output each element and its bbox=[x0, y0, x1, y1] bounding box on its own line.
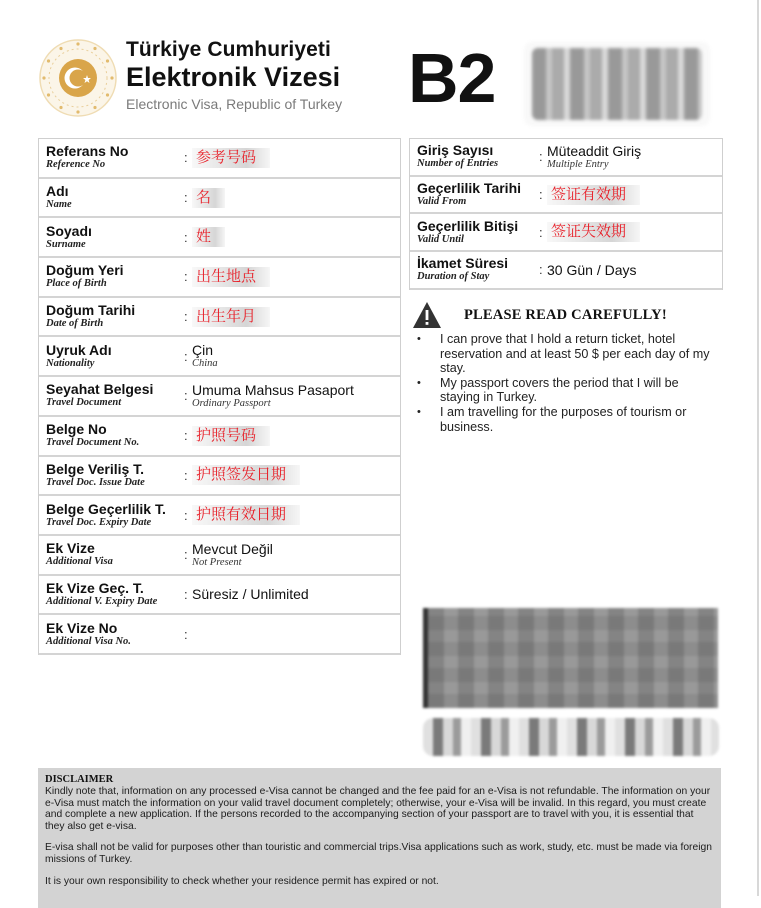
label-turkish: Belge Geçerlilik T. bbox=[46, 500, 166, 517]
label-english: Travel Document bbox=[46, 397, 122, 409]
info-row bbox=[39, 496, 400, 536]
label-turkish: Geçerlilik Bitişi bbox=[417, 217, 519, 234]
field-value bbox=[192, 541, 400, 569]
colon-separator: : bbox=[184, 586, 188, 602]
value-turkish: Umuma Mahsus Pasaport bbox=[192, 381, 354, 398]
label-turkish: Belge No bbox=[46, 421, 107, 438]
label-turkish: Ek Vize Geç. T. bbox=[46, 579, 144, 596]
colon-separator: : bbox=[184, 190, 188, 206]
label-english: Additional Visa bbox=[46, 556, 113, 568]
redacted-value: 护照签发日期 bbox=[192, 465, 300, 485]
label-english: Surname bbox=[46, 238, 86, 250]
info-row bbox=[39, 218, 400, 258]
field-value bbox=[192, 307, 400, 327]
redacted-barcode bbox=[423, 718, 719, 756]
field-label bbox=[39, 581, 184, 608]
info-row bbox=[39, 258, 400, 298]
info-row bbox=[410, 177, 722, 215]
label-turkish: Ek Vize No bbox=[46, 619, 118, 636]
field-value bbox=[192, 505, 400, 525]
label-english: Valid Until bbox=[417, 233, 464, 245]
field-label bbox=[39, 184, 184, 211]
value-turkish: 30 Gün / Days bbox=[547, 261, 637, 278]
field-label bbox=[39, 303, 184, 330]
colon-separator: : bbox=[184, 269, 188, 285]
value-english: Not Present bbox=[192, 556, 242, 568]
warning-list bbox=[412, 332, 722, 434]
redacted-value: 护照有效日期 bbox=[192, 505, 300, 525]
info-row bbox=[39, 457, 400, 497]
value-turkish: Süresiz / Unlimited bbox=[192, 586, 309, 603]
warning-header bbox=[412, 300, 722, 330]
redacted-value: 出生年月 bbox=[192, 307, 270, 327]
redacted-value: 参考号码 bbox=[192, 148, 270, 168]
warning-item: • I am travelling for the purposes of tourism or business. bbox=[412, 405, 722, 434]
label-turkish: İkamet Süresi bbox=[417, 255, 509, 272]
label-turkish: Belge Veriliş T. bbox=[46, 460, 145, 477]
field-value bbox=[192, 267, 400, 287]
label-english: Name bbox=[46, 199, 72, 211]
info-row bbox=[39, 337, 400, 377]
field-label bbox=[39, 224, 184, 251]
visa-info-table bbox=[409, 138, 723, 290]
colon-separator: : bbox=[184, 467, 188, 483]
info-row bbox=[39, 139, 400, 179]
field-label bbox=[410, 219, 539, 246]
field-label bbox=[39, 541, 184, 568]
label-english: Duration of Stay bbox=[417, 271, 490, 283]
field-value bbox=[547, 185, 722, 205]
disclaimer-title: DISCLAIMER bbox=[45, 774, 114, 785]
warning-item: • I can prove that I hold a return ticket, hotel reservation and at least 50 $ per each day of my stay. bbox=[412, 332, 722, 376]
field-label bbox=[39, 462, 184, 489]
field-label bbox=[39, 382, 184, 409]
warning-box bbox=[412, 300, 722, 434]
label-english: Place of Birth bbox=[46, 278, 107, 290]
field-label bbox=[410, 181, 539, 208]
warning-item: • My passport covers the period that I will be staying in Turkey. bbox=[412, 376, 722, 405]
info-row bbox=[410, 252, 722, 290]
value-turkish: Çin bbox=[192, 342, 214, 359]
colon-separator: : bbox=[184, 309, 188, 325]
value-english: Ordinary Passport bbox=[192, 397, 271, 409]
field-value bbox=[192, 426, 400, 446]
redacted-qr-code bbox=[423, 608, 718, 708]
field-label bbox=[39, 263, 184, 290]
field-label bbox=[39, 502, 184, 529]
redacted-visa-number bbox=[532, 48, 702, 120]
info-row bbox=[39, 179, 400, 219]
field-value bbox=[192, 465, 400, 485]
warning-title: PLEASE READ CAREFULLY! bbox=[464, 306, 667, 323]
colon-separator: : bbox=[184, 507, 188, 523]
field-label bbox=[39, 422, 184, 449]
disclaimer-paragraph: Kindly note that, information on any processed e-Visa cannot be changed and the fee paid for an e-Visa is not refundable. The information on your e-Visa must match the information on your valid travel document completely; otherwise, your e-Visa will be invalid. In this regard, you must create and complete a new application. If the persons recorded to the accompanying section of your passport are to travel with you, it is essential that they also get e-visa. bbox=[45, 786, 711, 832]
redacted-value: 签证有效期 bbox=[547, 185, 640, 205]
warning-triangle-icon bbox=[412, 301, 442, 329]
info-row bbox=[410, 139, 722, 177]
title-line-1: Türkiye Cumhuriyeti bbox=[126, 38, 331, 61]
colon-separator: : bbox=[184, 348, 188, 364]
redacted-value: 姓 bbox=[192, 227, 225, 247]
label-english: Valid From bbox=[417, 196, 467, 208]
field-value bbox=[192, 227, 400, 247]
value-turkish: Mevcut Değil bbox=[192, 540, 273, 557]
field-value bbox=[547, 222, 722, 242]
label-turkish: Giriş Sayısı bbox=[417, 142, 494, 159]
label-english: Number of Entries bbox=[417, 158, 499, 170]
field-value bbox=[192, 148, 400, 168]
page-edge bbox=[757, 0, 759, 896]
label-english: Reference No bbox=[46, 159, 106, 171]
info-row bbox=[39, 576, 400, 616]
field-label bbox=[410, 143, 539, 170]
title-subtitle: Electronic Visa, Republic of Turkey bbox=[126, 96, 343, 112]
label-turkish: Soyadı bbox=[46, 222, 92, 239]
field-value bbox=[192, 382, 400, 410]
label-english: Date of Birth bbox=[46, 318, 104, 330]
colon-separator: : bbox=[539, 149, 543, 165]
colon-separator: : bbox=[539, 262, 543, 278]
label-turkish: Seyahat Belgesi bbox=[46, 381, 154, 398]
colon-separator: : bbox=[184, 547, 188, 563]
field-value bbox=[192, 188, 400, 208]
disclaimer-paragraph: E-visa shall not be valid for purposes other than touristic and commercial trips.Visa applications such as work, study, etc. must be made via foreign missions of Turkey. bbox=[45, 842, 712, 865]
redacted-value: 护照号码 bbox=[192, 426, 270, 446]
title-line-2: Elektronik Vizesi bbox=[126, 62, 341, 92]
label-english: Additional V. Expiry Date bbox=[46, 595, 158, 607]
info-row bbox=[39, 615, 400, 655]
colon-separator: : bbox=[184, 428, 188, 444]
visa-type: B2 bbox=[408, 39, 496, 117]
field-value bbox=[192, 342, 400, 370]
colon-separator: : bbox=[539, 187, 543, 203]
field-label bbox=[39, 621, 184, 648]
label-turkish: Uyruk Adı bbox=[46, 341, 112, 358]
info-row bbox=[39, 417, 400, 457]
label-turkish: Geçerlilik Tarihi bbox=[417, 180, 522, 197]
field-value bbox=[547, 262, 722, 278]
redacted-value: 名 bbox=[192, 188, 225, 208]
colon-separator: : bbox=[184, 229, 188, 245]
label-turkish: Doğum Tarihi bbox=[46, 302, 136, 319]
label-english: Travel Doc. Expiry Date bbox=[46, 516, 152, 528]
info-row bbox=[39, 377, 400, 417]
field-label bbox=[39, 343, 184, 370]
redacted-value: 签证失效期 bbox=[547, 222, 640, 242]
label-english: Additional Visa No. bbox=[46, 635, 131, 647]
info-row bbox=[39, 298, 400, 338]
field-value bbox=[192, 586, 400, 602]
value-english: China bbox=[192, 358, 218, 370]
label-turkish: Doğum Yeri bbox=[46, 262, 124, 279]
label-turkish: Adı bbox=[46, 183, 69, 200]
label-turkish: Referans No bbox=[46, 143, 129, 160]
label-english: Nationality bbox=[46, 357, 95, 369]
value-turkish: Müteaddit Giriş bbox=[547, 142, 642, 159]
label-english: Travel Doc. Issue Date bbox=[46, 476, 145, 488]
info-row bbox=[410, 214, 722, 252]
colon-separator: : bbox=[539, 224, 543, 240]
colon-separator: : bbox=[184, 626, 188, 642]
disclaimer-box bbox=[38, 768, 721, 908]
field-value bbox=[547, 143, 722, 171]
label-english: Travel Document No. bbox=[46, 437, 140, 449]
colon-separator: : bbox=[184, 388, 188, 404]
disclaimer-paragraph: It is your own responsibility to check whether your residence permit has expired or not. bbox=[45, 875, 439, 887]
personal-info-table bbox=[38, 138, 401, 655]
turkey-emblem-icon bbox=[38, 38, 118, 118]
field-label bbox=[410, 256, 539, 283]
redacted-value: 出生地点 bbox=[192, 267, 270, 287]
value-english: Multiple Entry bbox=[547, 158, 609, 170]
colon-separator: : bbox=[184, 150, 188, 166]
title-block bbox=[126, 38, 342, 114]
info-row bbox=[39, 536, 400, 576]
label-turkish: Ek Vize bbox=[46, 540, 95, 557]
field-label bbox=[39, 144, 184, 171]
